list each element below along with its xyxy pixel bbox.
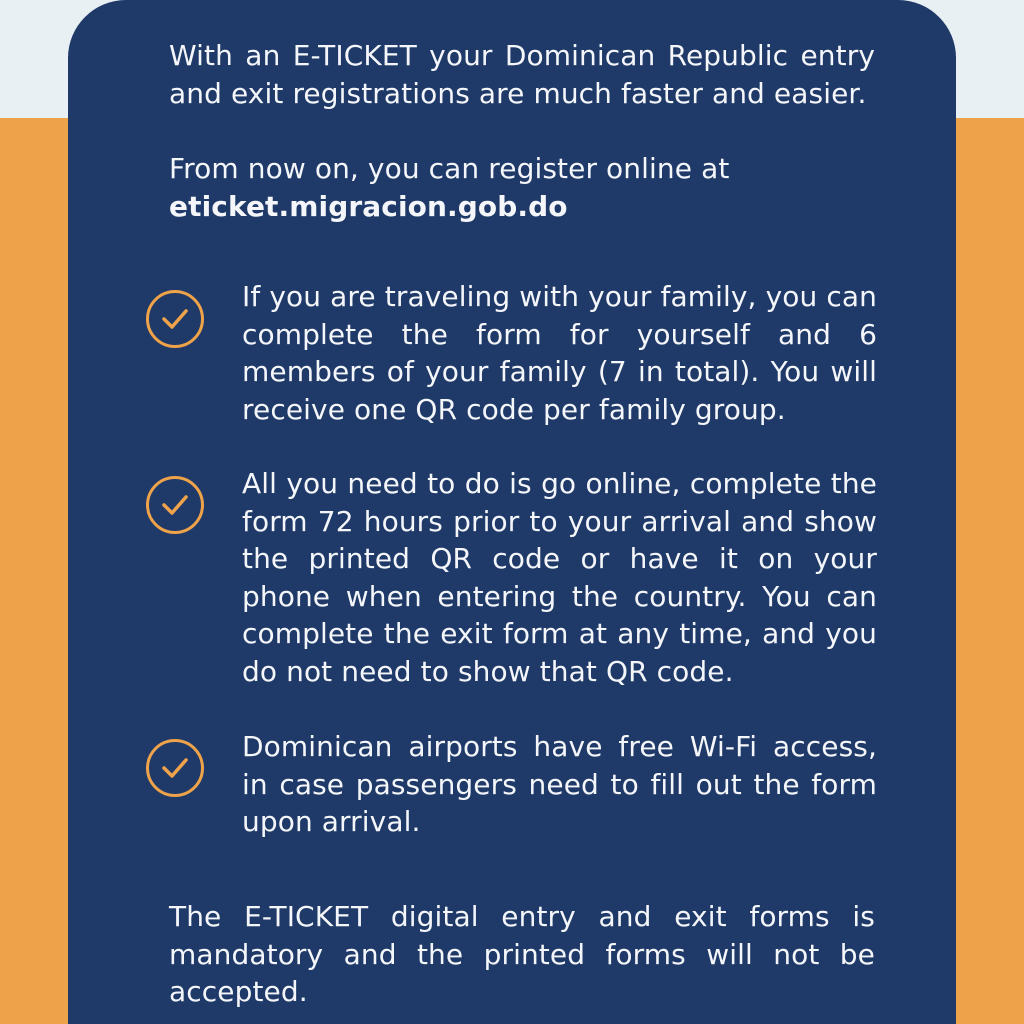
eticket-url-link[interactable]: eticket.migracion.gob.do [169,189,568,223]
checklist-item-text: Dominican airports have free Wi-Fi access, in case passengers need to fill out the form upon arrival. [242,730,877,838]
check-circle-icon [146,739,204,797]
info-card [68,0,956,1024]
final-notice-text: The E-TICKET digital entry and exit forms is mandatory and the printed forms will not be accepted. [169,900,875,1008]
check-circle-icon [146,290,204,348]
checklist-item-text: If you are traveling with your family, you can complete the form for yourself and 6 members of your family (7 in total). You will receive one QR code per family group. [242,280,877,426]
intro-text: With an E-TICKET your Dominican Republic entry and exit registrations are much faster and easier. [169,39,875,110]
online-text: From now on, you can register online at [169,152,730,185]
checklist-item-text: All you need to do is go online, complete the form 72 hours prior to your arrival and show the printed QR code or have it on your phone when entering the country. You can complete the exit form at any time, and you do not need to show that QR code. [242,467,877,688]
check-circle-icon [146,476,204,534]
online-registration [169,150,875,225]
